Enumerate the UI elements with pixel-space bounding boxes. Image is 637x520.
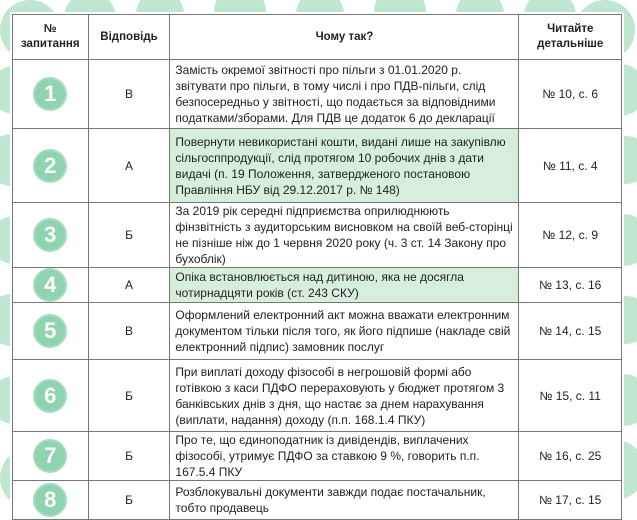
answer-cell: В (88, 303, 170, 360)
reference-cell: № 10, с. 6 (519, 60, 622, 129)
explanation-cell: Опіка встановлюється над дитиною, яка не досягла чотирнадцяти років (ст. 243 СКУ) (170, 268, 519, 303)
table-row (13, 60, 622, 129)
table-row (13, 432, 622, 481)
table-row (13, 303, 622, 360)
explanation-cell: Розблокувальні документи завжди подає постачальник, тобто продавець (170, 481, 519, 520)
answer-cell: Б (88, 203, 170, 268)
reference-cell: № 16, с. 25 (519, 432, 622, 481)
header-why: Чому так? (170, 15, 519, 60)
number-badge: 2 (33, 149, 67, 183)
explanation-cell: Оформлений електронний акт можна вважати електронним документом тільки після того, як його підпише (накладе свій електронний підпис) замовник послуг (170, 303, 519, 360)
answer-cell: А (88, 129, 170, 203)
answer-cell: Б (88, 432, 170, 481)
number-badge: 3 (33, 218, 67, 252)
number-badge: 6 (33, 379, 67, 413)
reference-cell: № 15, с. 11 (519, 360, 622, 432)
reference-cell: № 12, с. 9 (519, 203, 622, 268)
answer-cell: Б (88, 481, 170, 520)
header-read-more: Читайте детальніше (519, 15, 622, 60)
answer-cell: А (88, 268, 170, 303)
explanation-cell: Замість окремої звітності про пільги з 01.01.2020 р. звітувати про пільги, в тому числі і про ПДВ-пільги, слід безпосередньо у звітності, що подається за відповідними податками/зборами. Для ПДВ це додаток 6 до декларації (170, 60, 519, 129)
explanation-cell: Повернути невикористані кошти, видані лише на закупівлю сільгосппродукції, слід протягом 10 робочих днів з дати видачі (п. 19 Положення, затвердженого постановою Правління НБУ від 29.12.2017 р. № 148) (170, 129, 519, 203)
table-row (13, 203, 622, 268)
explanation-cell: Про те, що єдиноподатник із дивідендів, виплачених фізособі, утримує ПДФО за ставкою 9 %, говорить п.п. 167.5.4 ПКУ (170, 432, 519, 481)
answers-table (12, 14, 622, 520)
number-badge: 7 (33, 439, 67, 473)
explanation-cell: За 2019 рік середні підприємства оприлюднюють фінзвітність з аудиторським висновком на своїй веб-сторінці не пізніше ніж до 1 червня 2020 року (ч. 3 ст. 14 Закону про бухоблік) (170, 203, 519, 268)
number-badge: 4 (33, 268, 67, 302)
question-number-cell (13, 129, 89, 203)
reference-cell: № 14, с. 15 (519, 303, 622, 360)
question-number-cell (13, 481, 89, 520)
table-row (13, 129, 622, 203)
table-row (13, 481, 622, 520)
header-question-number: № запитання (13, 15, 89, 60)
question-number-cell (13, 268, 89, 303)
question-number-cell (13, 360, 89, 432)
header-answer: Відповідь (88, 15, 170, 60)
reference-cell: № 13, с. 16 (519, 268, 622, 303)
question-number-cell (13, 432, 89, 481)
number-badge: 5 (33, 314, 67, 348)
header-row (13, 15, 622, 60)
question-number-cell (13, 303, 89, 360)
number-badge: 1 (33, 77, 67, 111)
table-row (13, 360, 622, 432)
number-badge: 8 (33, 483, 67, 517)
question-number-cell (13, 60, 89, 129)
answer-cell: Б (88, 360, 170, 432)
answer-cell: В (88, 60, 170, 129)
reference-cell: № 11, с. 4 (519, 129, 622, 203)
question-number-cell (13, 203, 89, 268)
table-row (13, 268, 622, 303)
explanation-cell: При виплаті доходу фізособі в негрошовій формі або готівкою з каси ПДФО перераховують у бюджет протягом 3 банківських днів з дня, що настає за днем нарахування (виплати, надання) доходу (п.п. 168.1.4 ПКУ) (170, 360, 519, 432)
reference-cell: № 17, с. 15 (519, 481, 622, 520)
